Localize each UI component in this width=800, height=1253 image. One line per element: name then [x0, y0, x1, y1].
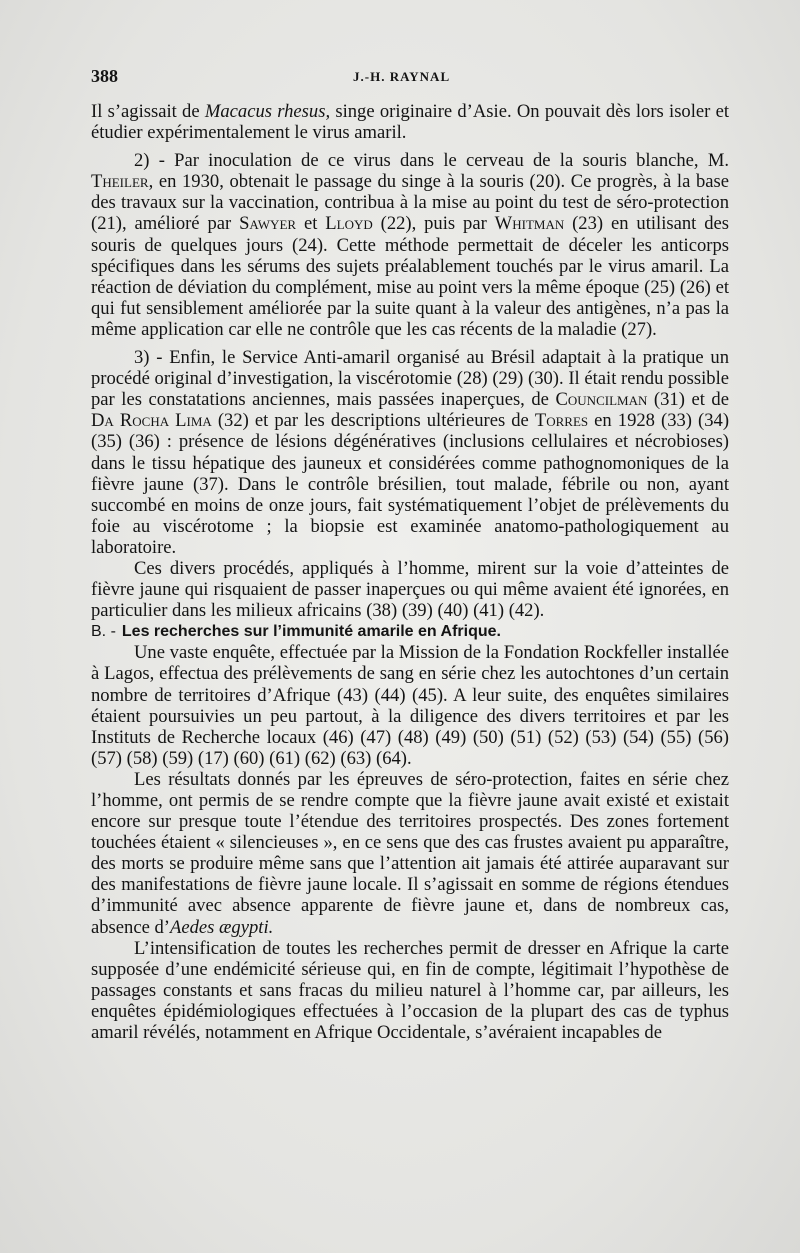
- section-label: B. -: [91, 623, 116, 641]
- paragraph-3: 3) - Enfin, le Service Anti-amaril organisé au Brésil adaptait à la pratique un procédé original d’investigation, la viscérotomie (28) (29) (30). Il était rendu possible par les constatations anciennes, mais passées inaperçues, de Councilman (31) et de Da Rocha Lima (32) et par les descriptions ultérieures de Torres en 1928 (33) (34) (35) (36) : présence de lésions dégénératives (inclusions cellulaires et nécrobioses) dans le tissu hépatique des jauneux et considérées comme pathognomoniques de la fièvre jaune (37). Dans le contrôle brésilien, tout malade, fébrile ou non, ayant succombé en moins de onze jours, fait systématiquement l’objet de prélèvements du foie au viscérotome ; la biopsie est examinée anatomo-pathologiquement au laboratoire.: [91, 347, 730, 558]
- page-number: 388: [91, 66, 118, 86]
- section-title: Les recherches sur l’immunité amarile en Afrique.: [121, 623, 501, 641]
- paragraph-1: Il s’agissait de Macacus rhesus, singe originaire d’Asie. On pouvait dès lors isoler et étudier expérimentalement le virus amaril.: [91, 101, 730, 144]
- paragraph-4: Ces divers procédés, appliqués à l’homme, mirent sur la voie d’atteintes de fièvre jaune qui risquaient de passer inaperçues ou qui même avaient été ignorées, en particulier dans les milieux africains (38) (39) (40) (41) (42).: [91, 557, 729, 622]
- paragraph-7: L’intensification de toutes les recherches permit de dresser en Afrique la carte supposée d’une endémicité sérieuse qui, en fin de compte, légitimait l’hypothèse de passages constants et sans fracas du milieu naturel à l’homme car, par ailleurs, les enquêtes épidémiologiques effectuées à l’occasion de la plupart des cas de typhus amaril révélés, notamment en Afrique Occidentale, s’avéraient incapables de: [91, 937, 729, 1044]
- author-name: Whitman: [494, 213, 565, 235]
- paragraph-5: Une vaste enquête, effectuée par la Mission de la Fondation Rockfeller installée à Lagos, effectua des prélèvements de sang en série chez les autochtones d’un certain nombre de territoires d’Afrique (43) (44) (45). A leur suite, des enquêtes similaires étaient poursuivies un peu partout, à la diligence des divers territoires et par les Instituts de Recherche locaux (46) (47) (48) (49) (50) (51) (52) (53) (54) (55) (56) (57) (58) (59) (17) (60) (61) (62) (63) (64).: [91, 642, 729, 769]
- paragraph-6: Les résultats donnés par les épreuves de séro-protection, faites en série chez l’homme, ont permis de se rendre compte que la fièvre jaune avait existé et existait encore sur presque toute l’étendue des territoires prospectés. Des zones fortement touchées étaient « silencieuses », en ce sens que des cas frustes avaient pu apparaître, des morts se produire même sans que l’attention ait jamais été attirée auparavant sur des manifestations de fièvre jaune locale. Il s’agissait en somme de régions étendues d’immunité avec absence apparente de fièvre jaune et, dans de nombreux cas, absence d’Aedes ægypti.: [91, 768, 729, 938]
- author-name: Lloyd: [325, 213, 373, 235]
- species-name: Aedes ægypti.: [169, 916, 274, 938]
- author-name: Councilman: [555, 389, 648, 411]
- author-name: Torres: [534, 410, 589, 432]
- author-name: Da Rocha Lima: [91, 410, 212, 432]
- paragraph-2: 2) - Par inoculation de ce virus dans le cerveau de la souris blanche, M. Theiler, en 1930, obtenait le passage du singe à la souris (20). Ce progrès, à la base des travaux sur la vaccination, contribua à la mise au point du test de séro-protection (21), amélioré par Sawyer et Lloyd (22), puis par Whitman (23) en utilisant des souris de quelques jours (24). Cette méthode permettait de déceler les anticorps spécifiques dans les sérums des sujets préalablement touchés par le virus amaril. La réaction de déviation du complément, mise au point vers la même époque (25) (26) et qui fut sensiblement améliorée par la suite quant à la valeur des antigènes, n’a pas la même application car elle ne contrôle que les cas récents de la maladie (27).: [91, 150, 730, 340]
- author-name: Sawyer: [239, 213, 297, 235]
- section-heading: [91, 621, 729, 642]
- running-head: J.-H. RAYNAL: [353, 69, 451, 84]
- page-header: [91, 66, 729, 90]
- body-text: [91, 101, 729, 1043]
- species-name: Macacus rhesus,: [204, 101, 331, 122]
- author-name: Theiler: [91, 171, 149, 193]
